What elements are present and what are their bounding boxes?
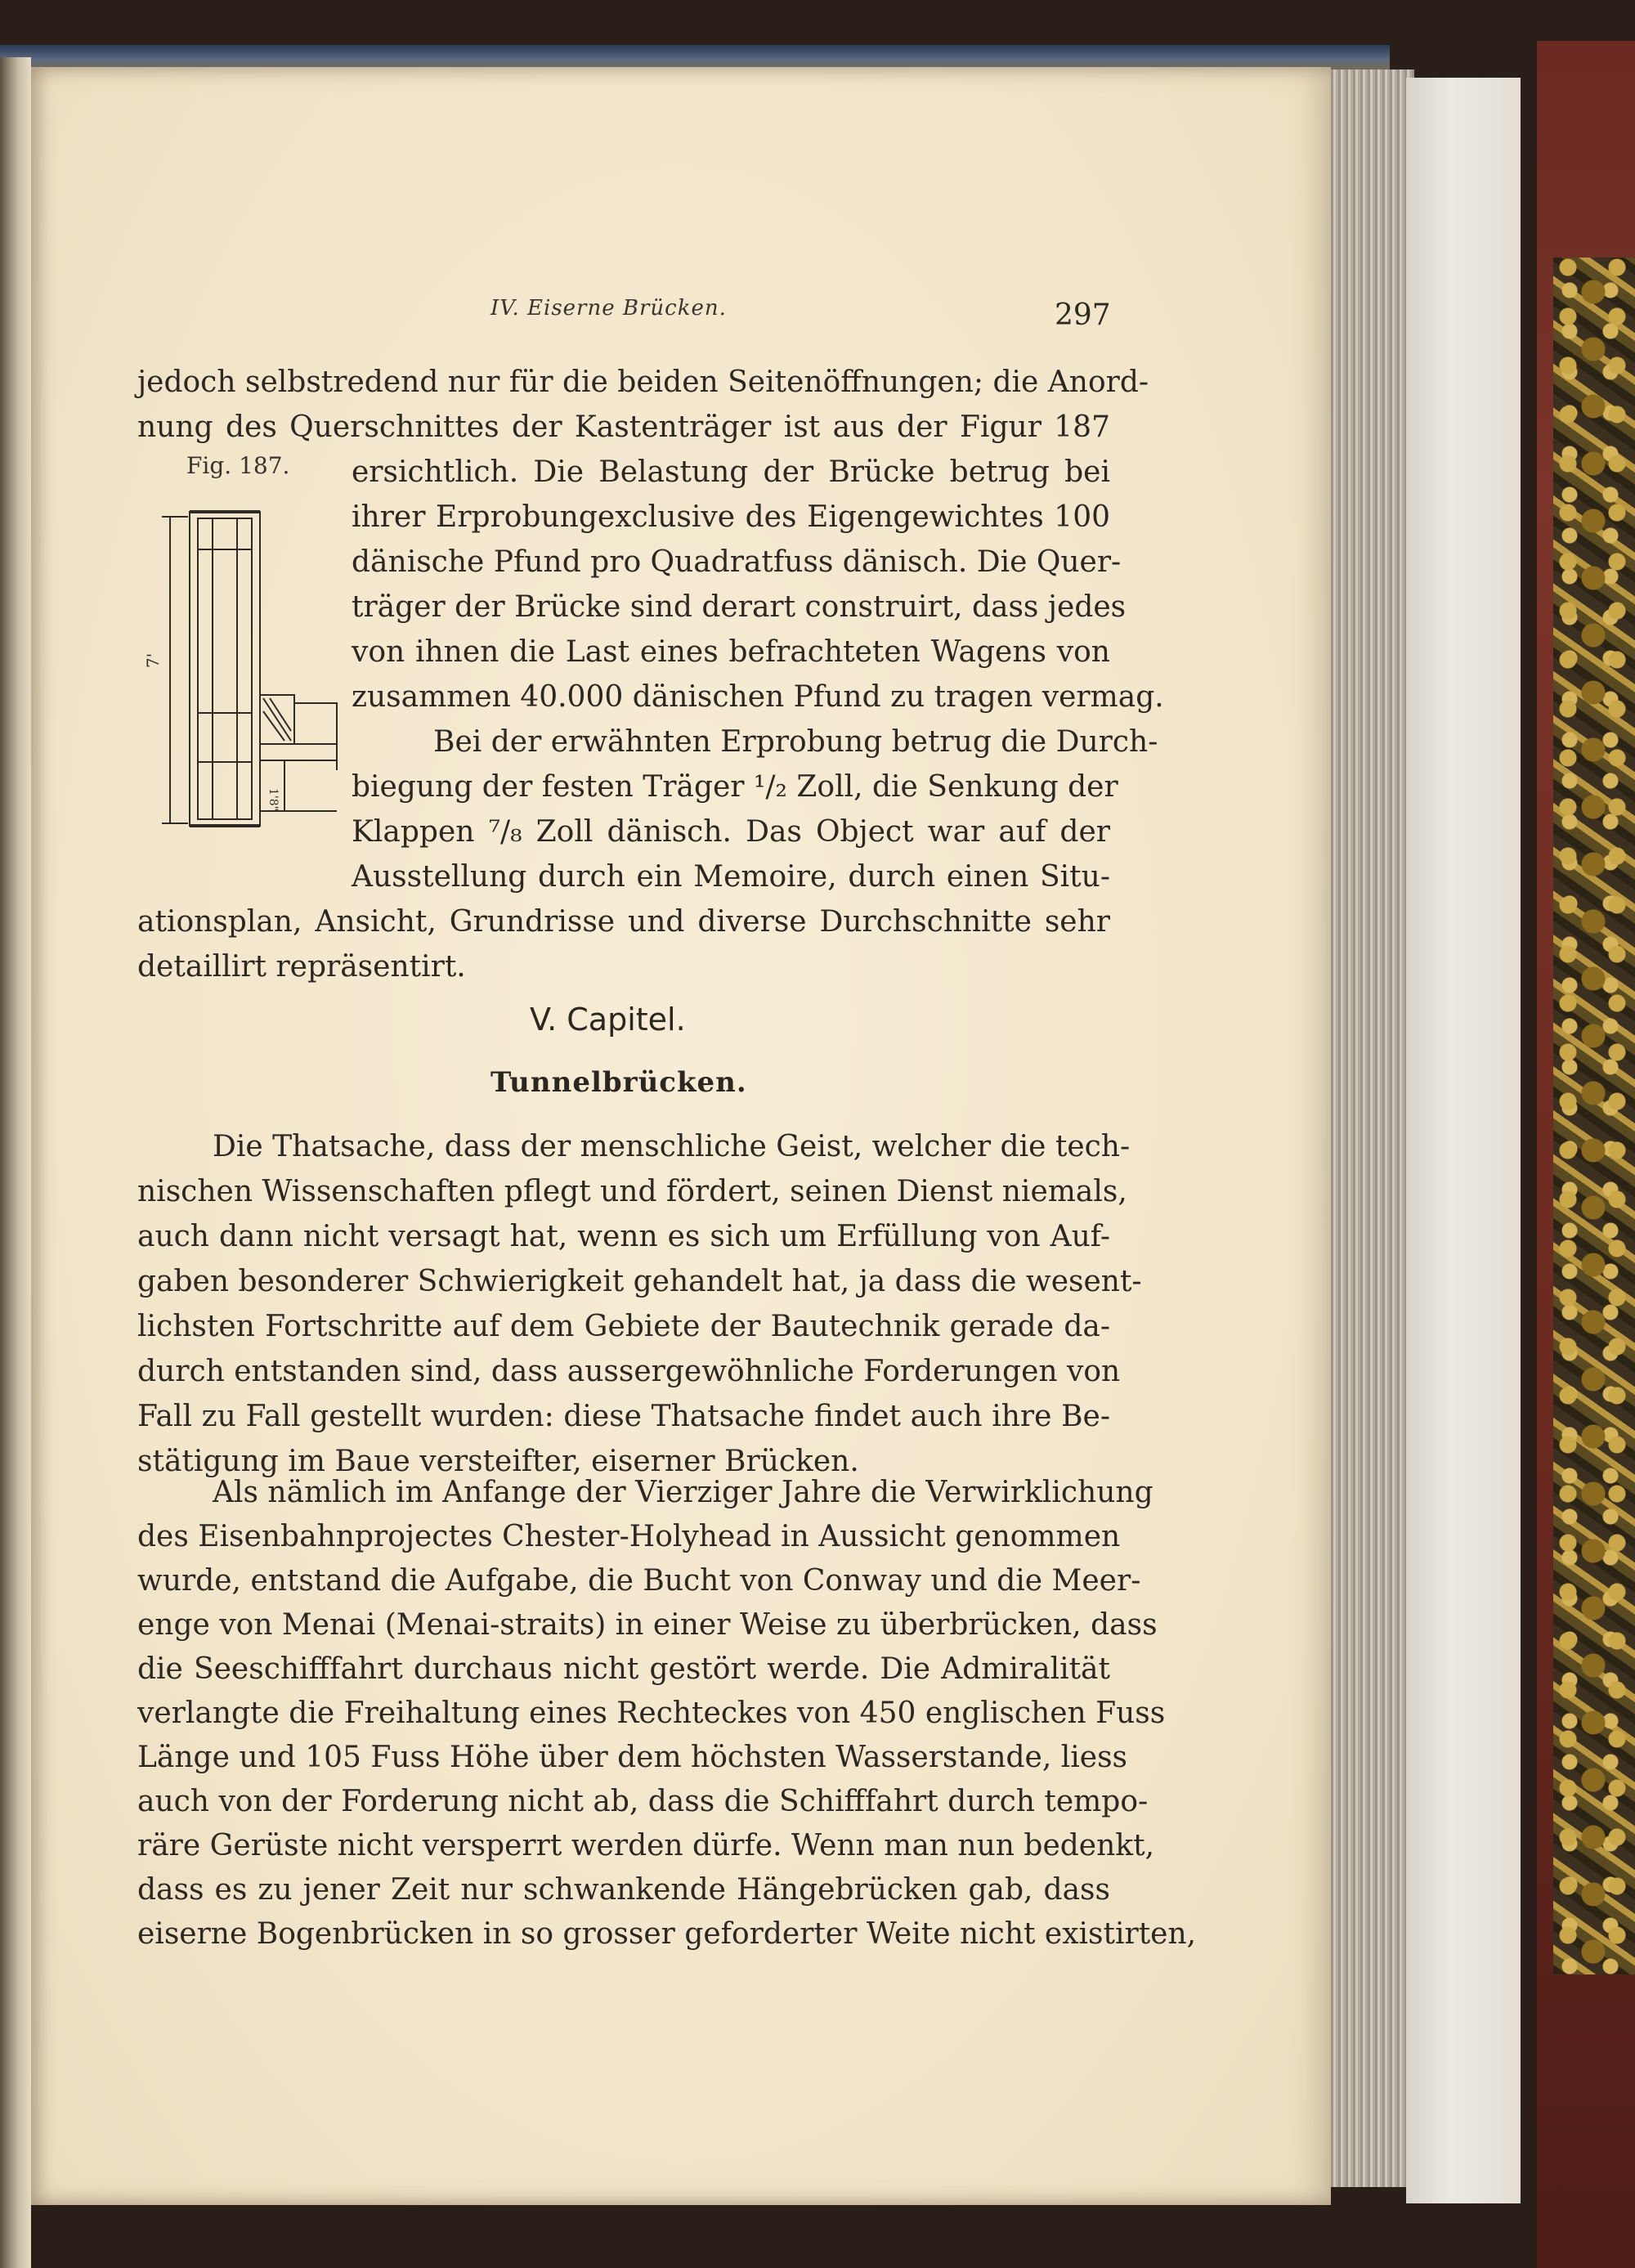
text-line: ihrer Erprobungexclusive des Eigengewichtes 100	[352, 500, 1110, 534]
text-line: Ausstellung durch ein Memoire, durch einen Situ-	[352, 860, 1110, 894]
text-line: gaben besonderer Schwierigkeit gehandelt hat, ja dass die wesent-	[137, 1265, 1142, 1298]
text-line: zusammen 40.000 dänischen Pfund zu tragen vermag.	[352, 680, 1164, 714]
text-line: durch entstanden sind, dass aussergewöhnliche Forderungen von	[137, 1355, 1121, 1388]
text-line: auch dann nicht versagt hat, wenn es sich um Erfüllung von Auf-	[137, 1220, 1110, 1253]
text-line: ationsplan, Ansicht, Grundrisse und diverse Durchschnitte sehr	[137, 905, 1110, 939]
flyleaf	[1406, 78, 1521, 2203]
verso-page-edge	[0, 57, 31, 2268]
text-line: nischen Wissenschaften pflegt und fördert, seinen Dienst niemals,	[137, 1175, 1127, 1208]
text-line: von ihnen die Last eines befrachteten Wagens von	[352, 635, 1110, 669]
text-line: Als nämlich im Anfange der Vierziger Jahre die Verwirklichung	[213, 1476, 1153, 1509]
text-line: träger der Brücke sind derart construirt, dass jedes	[352, 590, 1127, 624]
box-girder-cross-section-figure	[143, 500, 347, 836]
text-line: biegung der festen Träger ¹/₂ Zoll, die Senkung der	[352, 770, 1118, 804]
running-head: IV. Eiserne Brücken.	[490, 296, 727, 320]
text-line: jedoch selbstredend nur für die beiden Seitenöffnungen; die Anord-	[137, 365, 1149, 399]
text-line: nung des Querschnittes der Kastenträger ist aus der Figur 187	[137, 410, 1110, 444]
text-line: des Eisenbahnprojectes Chester-Holyhead in Aussicht genommen	[137, 1520, 1121, 1553]
text-line: wurde, entstand die Aufgabe, die Bucht von Conway und die Meer-	[137, 1564, 1141, 1598]
text-line: dänische Pfund pro Quadratfuss dänisch. Die Quer-	[352, 545, 1122, 579]
figure-dimension-height: 7'	[143, 652, 163, 668]
text-line: detaillirt repräsentirt.	[137, 950, 466, 984]
marbled-cover-paper	[1553, 258, 1635, 1974]
text-line: räre Gerüste nicht versperrt werden dürfe. Wenn man nun bedenkt,	[137, 1829, 1155, 1862]
text-line: verlangte die Freihaltung eines Rechteckes von 450 englischen Fuss	[137, 1697, 1166, 1730]
text-line: auch von der Forderung nicht ab, dass die Schifffahrt durch tempo-	[137, 1785, 1149, 1818]
page-number: 297	[1055, 298, 1111, 332]
section-title: Tunnelbrücken.	[490, 1066, 747, 1099]
chapter-title: V. Capitel.	[530, 1002, 686, 1038]
text-line: Fall zu Fall gestellt wurden: diese Thatsache findet auch ihre Be-	[137, 1400, 1110, 1433]
text-line: Klappen ⁷/₈ Zoll dänisch. Das Object war auf der	[352, 815, 1110, 849]
text-line: enge von Menai (Menai-straits) in einer Weise zu überbrücken, dass	[137, 1608, 1158, 1642]
text-line: eiserne Bogenbrücken in so grosser geforderter Weite nicht existirten,	[137, 1917, 1197, 1951]
text-line: Bei der erwähnten Erprobung betrug die Durch-	[433, 725, 1158, 759]
text-line: dass es zu jener Zeit nur schwankende Hängebrücken gab, dass	[137, 1873, 1110, 1907]
text-line: lichsten Fortschritte auf dem Gebiete der Bautechnik gerade da-	[137, 1310, 1110, 1343]
page-stack-edge	[1316, 69, 1414, 2187]
text-line: Länge und 105 Fuss Höhe über dem höchsten Wasserstande, liess	[137, 1741, 1128, 1774]
text-line: ersichtlich. Die Belastung der Brücke betrug bei	[352, 455, 1110, 489]
figure-label: Fig. 187.	[186, 452, 290, 479]
figure-dimension-width: 1'8"	[267, 788, 280, 812]
text-line: Die Thatsache, dass der menschliche Geist, welcher die tech-	[213, 1130, 1131, 1163]
text-line: stätigung im Baue versteifter, eiserner Brücken.	[137, 1445, 859, 1478]
text-line: die Seeschifffahrt durchaus nicht gestört werde. Die Admiralität	[137, 1652, 1110, 1686]
